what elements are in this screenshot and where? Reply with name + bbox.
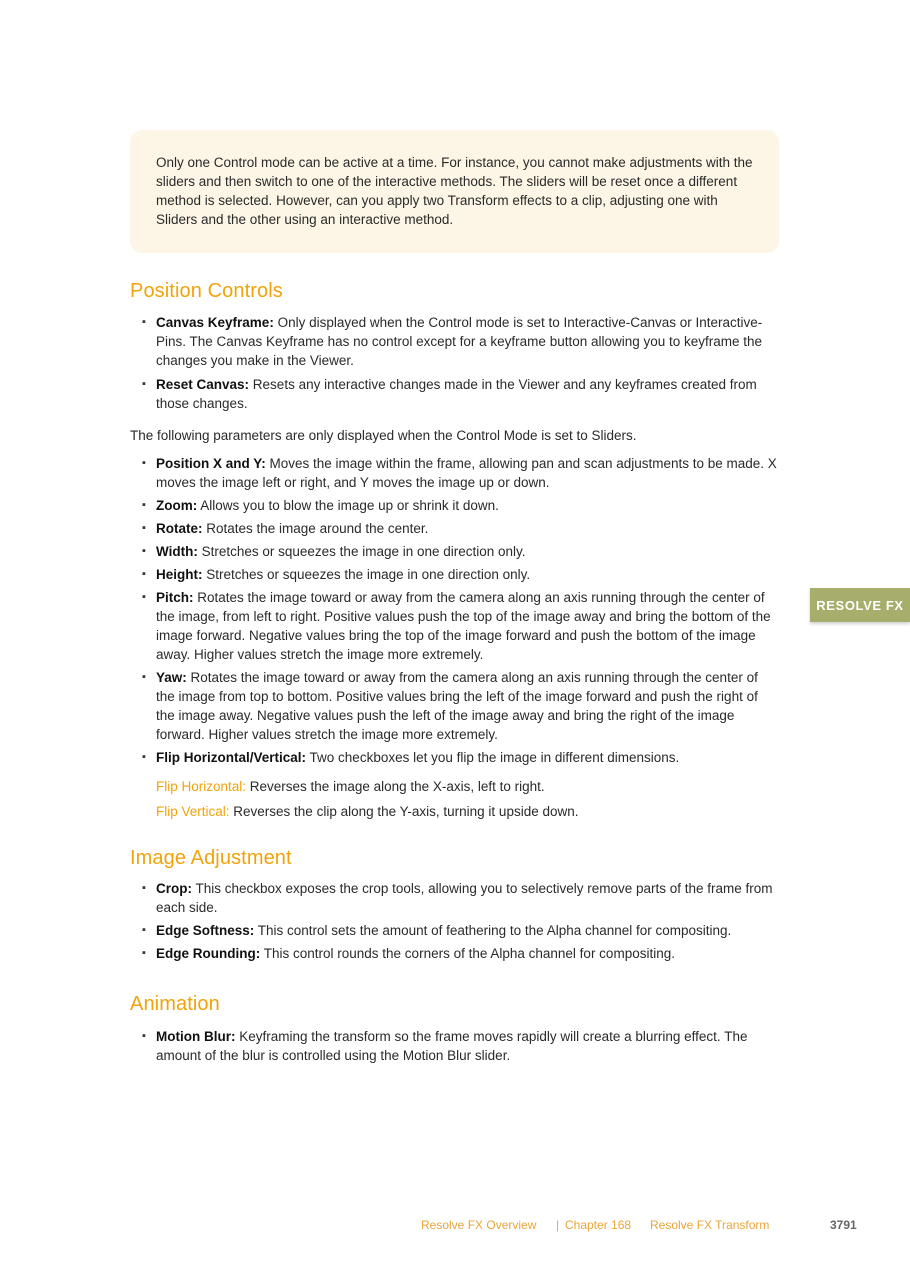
list-item-term: Crop:	[156, 881, 192, 896]
list-item	[130, 313, 780, 370]
list-item-text: Keyframing the transform so the frame moves rapidly will create a blurring effect. The amount of the blur is controlled using the Motion Blur slider.	[156, 1029, 748, 1063]
sliders-intro: The following parameters are only displayed when the Control Mode is set to Sliders.	[130, 428, 637, 443]
list-item-text: This control sets the amount of feathering to the Alpha channel for compositing.	[254, 923, 732, 938]
page-footer	[0, 1218, 860, 1234]
bullet-icon: ▪	[142, 591, 146, 603]
list-item-text: This checkbox exposes the crop tools, allowing you to selectively remove parts of the frame from each side.	[156, 881, 773, 915]
list-item-text: Stretches or squeezes the image in one direction only.	[202, 567, 531, 582]
image-adjustment-heading: Image Adjustment	[130, 847, 292, 869]
bullet-icon: ▪	[142, 522, 146, 534]
list-item-term: Edge Rounding:	[156, 946, 261, 961]
flip-vertical-text: Reverses the clip along the Y-axis, turning it upside down.	[229, 804, 579, 819]
list-item-term: Flip Horizontal/Vertical:	[156, 750, 307, 765]
list-item-term: Pitch:	[156, 590, 194, 605]
list-item	[130, 496, 780, 515]
footer-chapter-link[interactable]: Chapter 168	[565, 1218, 632, 1232]
bullet-icon: ▪	[142, 499, 146, 511]
list-item-term: Yaw:	[156, 670, 187, 685]
list-item-term: Height:	[156, 567, 203, 582]
footer-section-link[interactable]: Resolve FX Overview	[421, 1218, 537, 1232]
list-item-text: Rotates the image toward or away from the camera along an axis running through the center of the image from top to bottom. Positive values bring the left of the image forward and push the right of the image away. Negative values push the left of the image away and bring the right of the image forward. Higher values stretch the image more extremely.	[156, 670, 758, 742]
bullet-icon: ▪	[142, 924, 146, 936]
bullet-icon: ▪	[142, 671, 146, 683]
bullet-icon: ▪	[142, 457, 146, 469]
list-item	[130, 542, 780, 561]
flip-vertical-term: Flip Vertical:	[156, 804, 230, 819]
position-controls-list	[130, 313, 780, 413]
note-text: Only one Control mode can be active at a time. For instance, you cannot make adjustments with the sliders and then switch to one of the interactive methods. The sliders will be reset once a different method is selected. However, can you apply two Transform effects to a clip, adjusting one with Sliders and the other using an interactive method.	[156, 155, 753, 227]
list-item-text: Allows you to blow the image up or shrink it down.	[197, 498, 499, 513]
list-item-text: Two checkboxes let you flip the image in different dimensions.	[306, 750, 680, 765]
list-item	[130, 1027, 780, 1065]
bullet-icon: ▪	[142, 947, 146, 959]
list-item-text: Resets any interactive changes made in the Viewer and any keyframes created from those changes.	[156, 377, 757, 411]
list-item-term: Position X and Y:	[156, 456, 266, 471]
list-item-term: Canvas Keyframe:	[156, 315, 274, 330]
flip-horizontal-text: Reverses the image along the X-axis, left to right.	[246, 779, 545, 794]
list-item	[130, 921, 780, 940]
flip-horizontal-term: Flip Horizontal:	[156, 779, 247, 794]
list-item	[130, 668, 780, 744]
bullet-icon: ▪	[142, 882, 146, 894]
list-item-term: Reset Canvas:	[156, 377, 250, 392]
bullet-icon: ▪	[142, 751, 146, 763]
list-item-text: Moves the image within the frame, allowing pan and scan adjustments to be made. X moves the image left or right, and Y moves the image up or down.	[156, 456, 777, 490]
image-adjustment-list	[130, 879, 780, 963]
footer-title-link[interactable]: Resolve FX Transform	[650, 1218, 770, 1232]
list-item	[130, 565, 780, 584]
list-item	[130, 454, 780, 492]
flip-vertical-description	[156, 802, 776, 821]
list-item-term: Zoom:	[156, 498, 198, 513]
animation-heading: Animation	[130, 993, 220, 1015]
list-item-term: Edge Softness:	[156, 923, 255, 938]
list-item	[130, 748, 780, 767]
footer-separator: |	[556, 1218, 560, 1232]
list-item-term: Rotate:	[156, 521, 203, 536]
list-item	[130, 519, 780, 538]
list-item-text: Only displayed when the Control mode is set to Interactive-Canvas or Interactive-Pins. The Canvas Keyframe has no control except for a keyframe button allowing you to keyframe the changes you make in the Viewer.	[156, 315, 763, 368]
position-controls-heading: Position Controls	[130, 280, 283, 302]
bullet-icon: ▪	[142, 316, 146, 328]
bullet-icon: ▪	[142, 378, 146, 390]
list-item-text: Rotates the image toward or away from the camera along an axis running through the center of the image, from left to right. Positive values push the top of the image away and bring the bottom of the image forward. Negative values bring the top of the image forward and push the bottom of the image away. Higher values stretch the image more extremely.	[156, 590, 771, 662]
list-item-term: Motion Blur:	[156, 1029, 236, 1044]
bullet-icon: ▪	[142, 1030, 146, 1042]
list-item	[130, 375, 780, 413]
flip-horizontal-description	[156, 777, 776, 796]
resolve-fx-side-tab[interactable]: RESOLVE FX	[810, 588, 910, 622]
slider-parameters-list	[130, 454, 780, 767]
list-item-text: This control rounds the corners of the Alpha channel for compositing.	[260, 946, 675, 961]
list-item-term: Width:	[156, 544, 198, 559]
list-item-text: Stretches or squeezes the image in one direction only.	[197, 544, 526, 559]
list-item-text: Rotates the image around the center.	[202, 521, 429, 536]
page-number: 3791	[830, 1218, 857, 1232]
bullet-icon: ▪	[142, 568, 146, 580]
bullet-icon: ▪	[142, 545, 146, 557]
list-item	[130, 588, 780, 664]
list-item	[130, 879, 780, 917]
list-item	[130, 944, 780, 963]
note-box	[130, 130, 779, 253]
animation-list	[130, 1027, 780, 1065]
